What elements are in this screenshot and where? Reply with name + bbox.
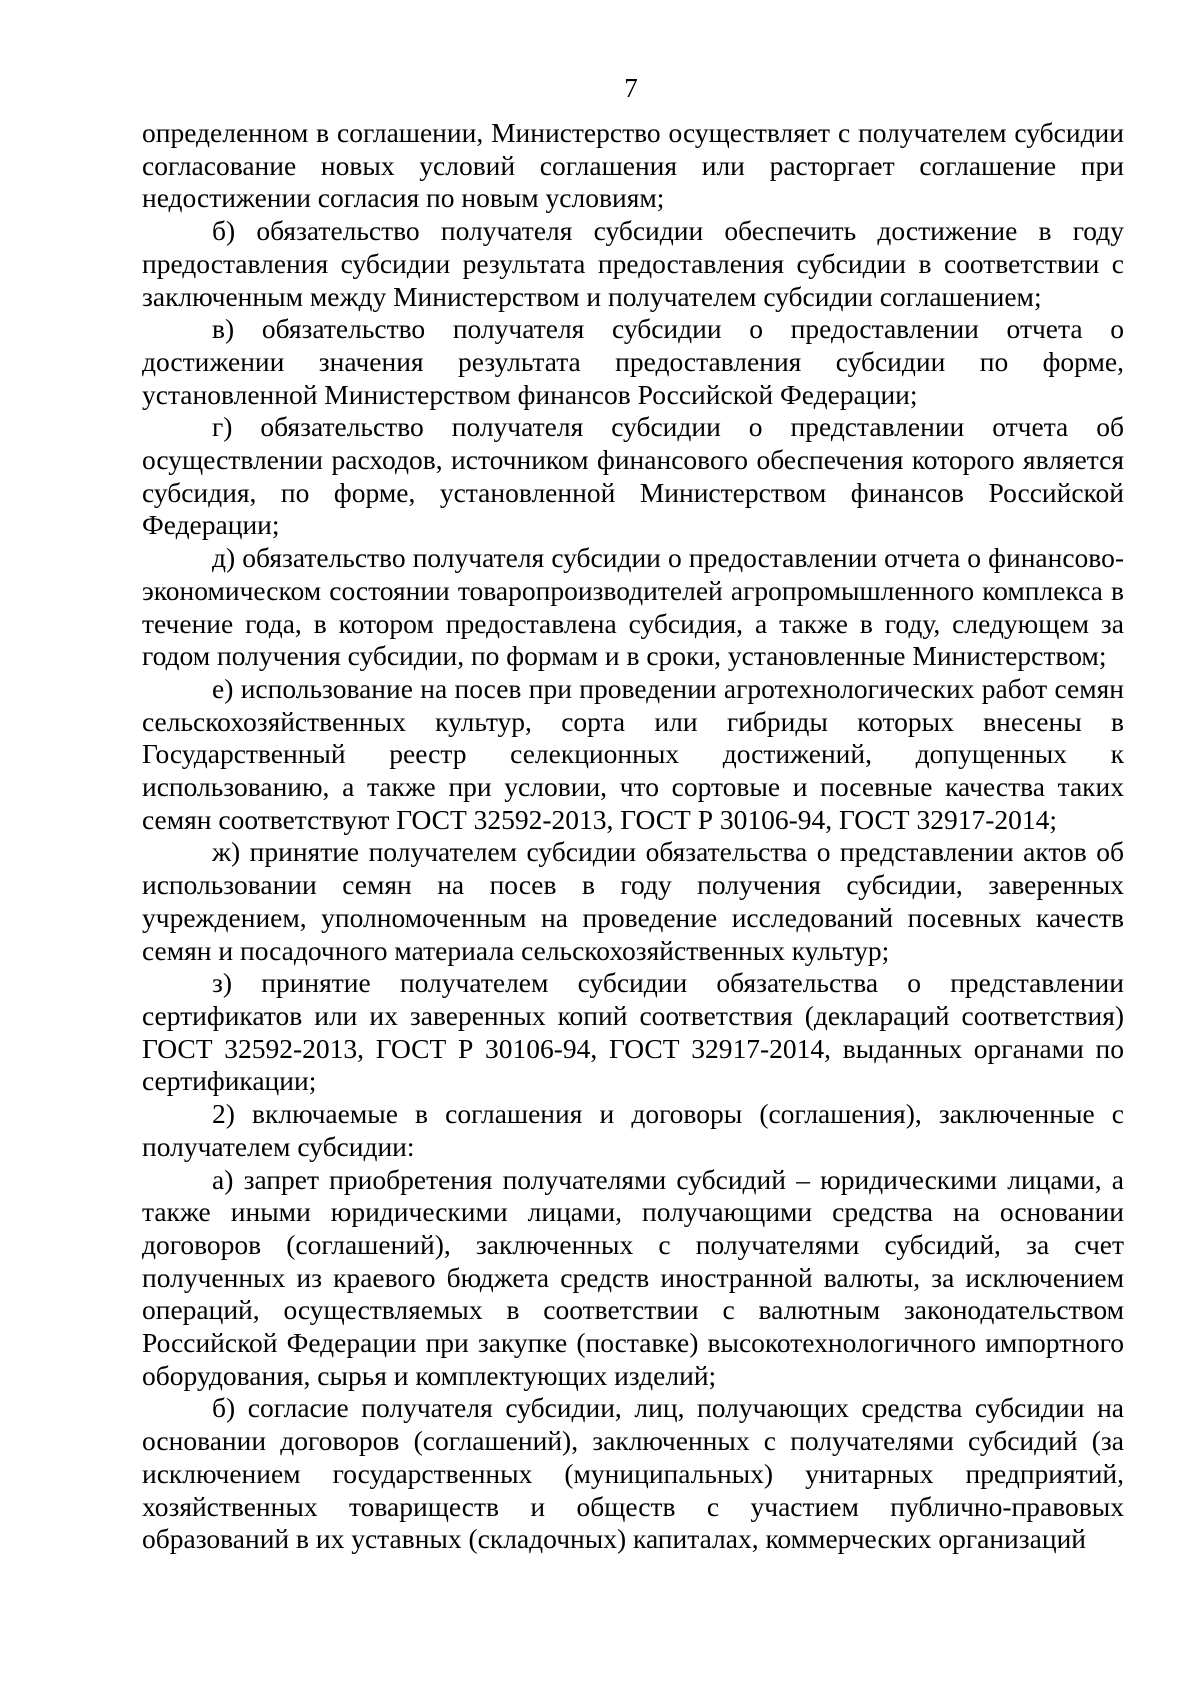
paragraph-item-v: в) обязательство получателя субсидии о предоставлении отчета о достижении значения результата предоставления субсидии по форме, установленной Министерством финансов Российской Федерации; <box>142 313 1124 410</box>
paragraph-item-z: з) принятие получателем субсидии обязательства о представлении сертификатов или их заверенных копий соответствия (деклараций соответствия) ГОСТ 32592-2013, ГОСТ Р 30106-94, ГОСТ 32917-2014, выданных органами по сертификации; <box>142 967 1124 1097</box>
paragraph-item-g: г) обязательство получателя субсидии о представлении отчета об осуществлении расходов, источником финансового обеспечения которого является субсидия, по форме, установленной Министерством финансов Российской Федерации; <box>142 411 1124 541</box>
paragraph-item-zh: ж) принятие получателем субсидии обязательства о представлении актов об использовании семян на посев в году получения субсидии, заверенных учреждением, уполномоченным на проведение исследований посевных качеств семян и посадочного материала сельскохозяйственных культур; <box>142 836 1124 966</box>
paragraph-item-b: б) обязательство получателя субсидии обеспечить достижение в году предоставления субсидии результата предоставления субсидии в соответствии с заключенным между Министерством и получателем субсидии соглашением; <box>142 215 1124 312</box>
document-body <box>142 117 1124 1556</box>
paragraph-section-2: 2) включаемые в соглашения и договоры (соглашения), заключенные с получателем субсидии: <box>142 1098 1124 1162</box>
paragraph-item-e: е) использование на посев при проведении агротехнологических работ семян сельскохозяйственных культур, сорта или гибриды которых внесены в Государственный реестр селекционных достижений, допущенных к использованию, а также при условии, что сортовые и посевные качества таких семян соответствуют ГОСТ 32592-2013, ГОСТ Р 30106-94, ГОСТ 32917-2014; <box>142 672 1124 835</box>
paragraph-continuation: определенном в соглашении, Министерство осуществляет с получателем субсидии согласование новых условий соглашения или расторгает соглашение при недостижении согласия по новым условиям; <box>142 117 1124 214</box>
paragraph-item-a: а) запрет приобретения получателями субсидий – юридическими лицами, а также иными юридическими лицами, получающими средства на основании договоров (соглашений), заключенных с получателями субсидий, за счет полученных из краевого бюджета средств иностранной валюты, за исключением операций, осуществляемых в соответствии с валютным законодательством Российской Федерации при закупке (поставке) высокотехнологичного импортного оборудования, сырья и комплектующих изделий; <box>142 1163 1124 1391</box>
page-number: 7 <box>624 73 638 103</box>
paragraph-item-b-2: б) согласие получателя субсидии, лиц, получающих средства субсидии на основании договоров (соглашений), заключенных с получателями субсидий (за исключением государственных (муниципальных) унитарных предприятий, хозяйственных товариществ и обществ с участием публично-правовых образований в их уставных (складочных) капиталах, коммерческих организаций <box>142 1392 1124 1555</box>
paragraph-item-d: д) обязательство получателя субсидии о предоставлении отчета о финансово-экономическом состоянии товаропроизводителей агропромышленного комплекса в течение года, в котором предоставлена субсидия, а также в году, следующем за годом получения субсидии, по формам и в сроки, установленные Министерством; <box>142 542 1124 672</box>
